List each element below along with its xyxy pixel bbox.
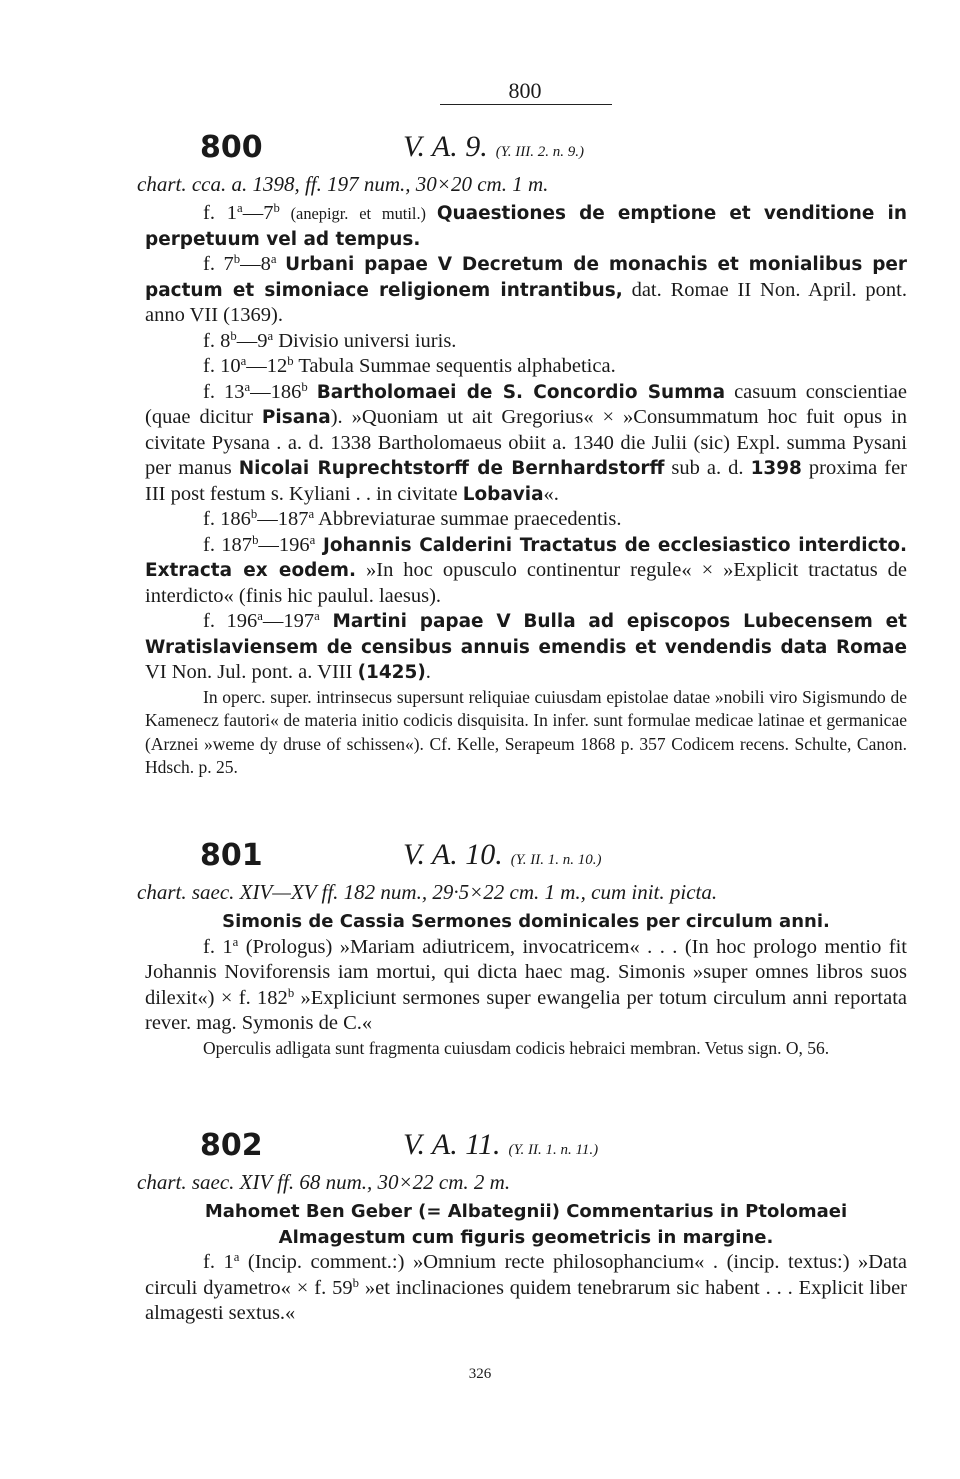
old-shelfmark: (Y. II. 1. n. 11.): [508, 1142, 599, 1158]
shelfmark: V. A. 11. (Y. II. 1. n. 11.): [403, 1128, 599, 1161]
running-head: 800: [508, 78, 542, 103]
content-item: f. 1$^a$ (Prologus) »Mariam adiutricem, invocatricem« . . . (In hoc prologo mentio fit Johannis Noviforensis iam mortui, qui dicta haec mag. Simonis »super omnes libros suos dilexit«) × f. 182$^b$ »Expliciunt sermones super ewangelia per totum circulum anni reportata rever. mag. Symonis de C.«: [145, 934, 907, 1034]
running-head-rule: [440, 104, 612, 105]
old-shelfmark: (Y. III. 2. n. 9.): [495, 144, 584, 160]
catalog-entry-800: [137, 130, 908, 780]
entry-header: [145, 838, 907, 878]
entry-number: 800: [200, 130, 263, 165]
content-item: f. 13$^a$—186$^b$ Bartholomaei de S. Concordio Summa casuum conscientiae (quae dicitur Pisana). »Quoniam ut ait Gregorius« × »Consummatum hoc fuit opus in civitate Pysana . a. d. 1338 Bartholomaeus obiit a. 1340 die Julii (sic) Expl. summa Pysani per manus Nicolai Ruprechtstorff de Bernhardstorff sub a. d. 1398 proxima fer III post festum s. Kyliani . . in civitate Lobavia«.: [145, 379, 908, 505]
content-item: f. 186$^b$—187$^a$ Abbreviaturae summae praecedentis.: [203, 507, 622, 530]
shelfmark: V. A. 9. (Y. III. 2. n. 9.): [403, 130, 584, 163]
catalog-entry-802: [137, 1128, 907, 1327]
entry-header: [145, 1128, 907, 1168]
content-item: f. 196$^a$—197$^a$ Martini papae V Bulla ad episcopos Lubecensem et Wratislaviensem de censibus annuis emendis et vendendis data Romae VI Non. Jul. pont. a. VIII (1425).: [145, 609, 907, 683]
page-number: 326: [468, 1366, 492, 1382]
entry-header: [145, 130, 907, 170]
physical-description: chart. saec. XIV ff. 68 num., 30×22 cm. 2 m.: [137, 1170, 511, 1194]
work-title: Mahomet Ben Geber (= Albategnii) Commentarius in Ptolomaei Almagestum cum figuris geometricis in margine.: [204, 1201, 848, 1248]
content-item: f. 1$^a$—7$^b$ (anepigr. et mutil.) Quaestiones de emptione et venditione in perpetuum vel ad tempus.: [145, 201, 908, 250]
binding-note: In operc. super. intrinsecus supersunt reliquiae cuiusdam epistolae datae »nobili viro Sigismundo de Kamenecz fautori« de materia initio codicis disquisita. In infer. sunt formulae medicae latinae et germanicae (Arznei »weme dy druse of schissen«). Cf. Kelle, Serapeum 1868 p. 357 Codicem recens. Schulte, Canon. Hdsch. p. 25.: [145, 686, 907, 777]
catalog-entry-801: [137, 838, 907, 1060]
entry-number: 801: [200, 838, 263, 873]
content-item: f. 10$^a$—12$^b$ Tabula Summae sequentis alphabetica.: [203, 354, 616, 377]
entry-number: 802: [200, 1128, 263, 1163]
old-shelfmark: (Y. II. 1. n. 10.): [510, 852, 602, 868]
binding-note: Operculis adligata sunt fragmenta cuiusdam codicis hebraici membran. Vetus sign. O, 56.: [203, 1037, 830, 1058]
content-item: f. 187$^b$—196$^a$ Johannis Calderini Tractatus de ecclesiastico interdicto. Extracta ex eodem. »In hoc opusculo continentur regule« × »Explicit tractatus de interdicto« (finis hic paulul. laesus).: [145, 532, 908, 607]
shelfmark: V. A. 10. (Y. II. 1. n. 10.): [403, 838, 602, 871]
physical-description: chart. cca. a. 1398, ff. 197 num., 30×20 cm. 1 m.: [137, 172, 549, 196]
content-item: f. 8$^b$—9$^a$ Divisio universi iuris.: [203, 328, 457, 352]
content-item: f. 7$^b$—8$^a$ Urbani papae V Decretum de monachis et monialibus per pactum et simoniace religionem intrantibus, dat. Romae II Non. April. pont. anno VII (1369).: [145, 252, 908, 326]
content-item: f. 1$^a$ (Incip. comment.:) »Omnium recte philosophancium« . (incip. textus:) »Data circuli dyametro« × f. 59$^b$ »et inclinaciones quidem tenebrarum sic habent . . . Explicit liber almagesti sextus.«: [145, 1250, 907, 1324]
physical-description: chart. saec. XIV—XV ff. 182 num., 29·5×22 cm. 1 m., cum init. picta.: [137, 880, 718, 904]
work-title: Simonis de Cassia Sermones dominicales per circulum anni.: [222, 911, 830, 932]
